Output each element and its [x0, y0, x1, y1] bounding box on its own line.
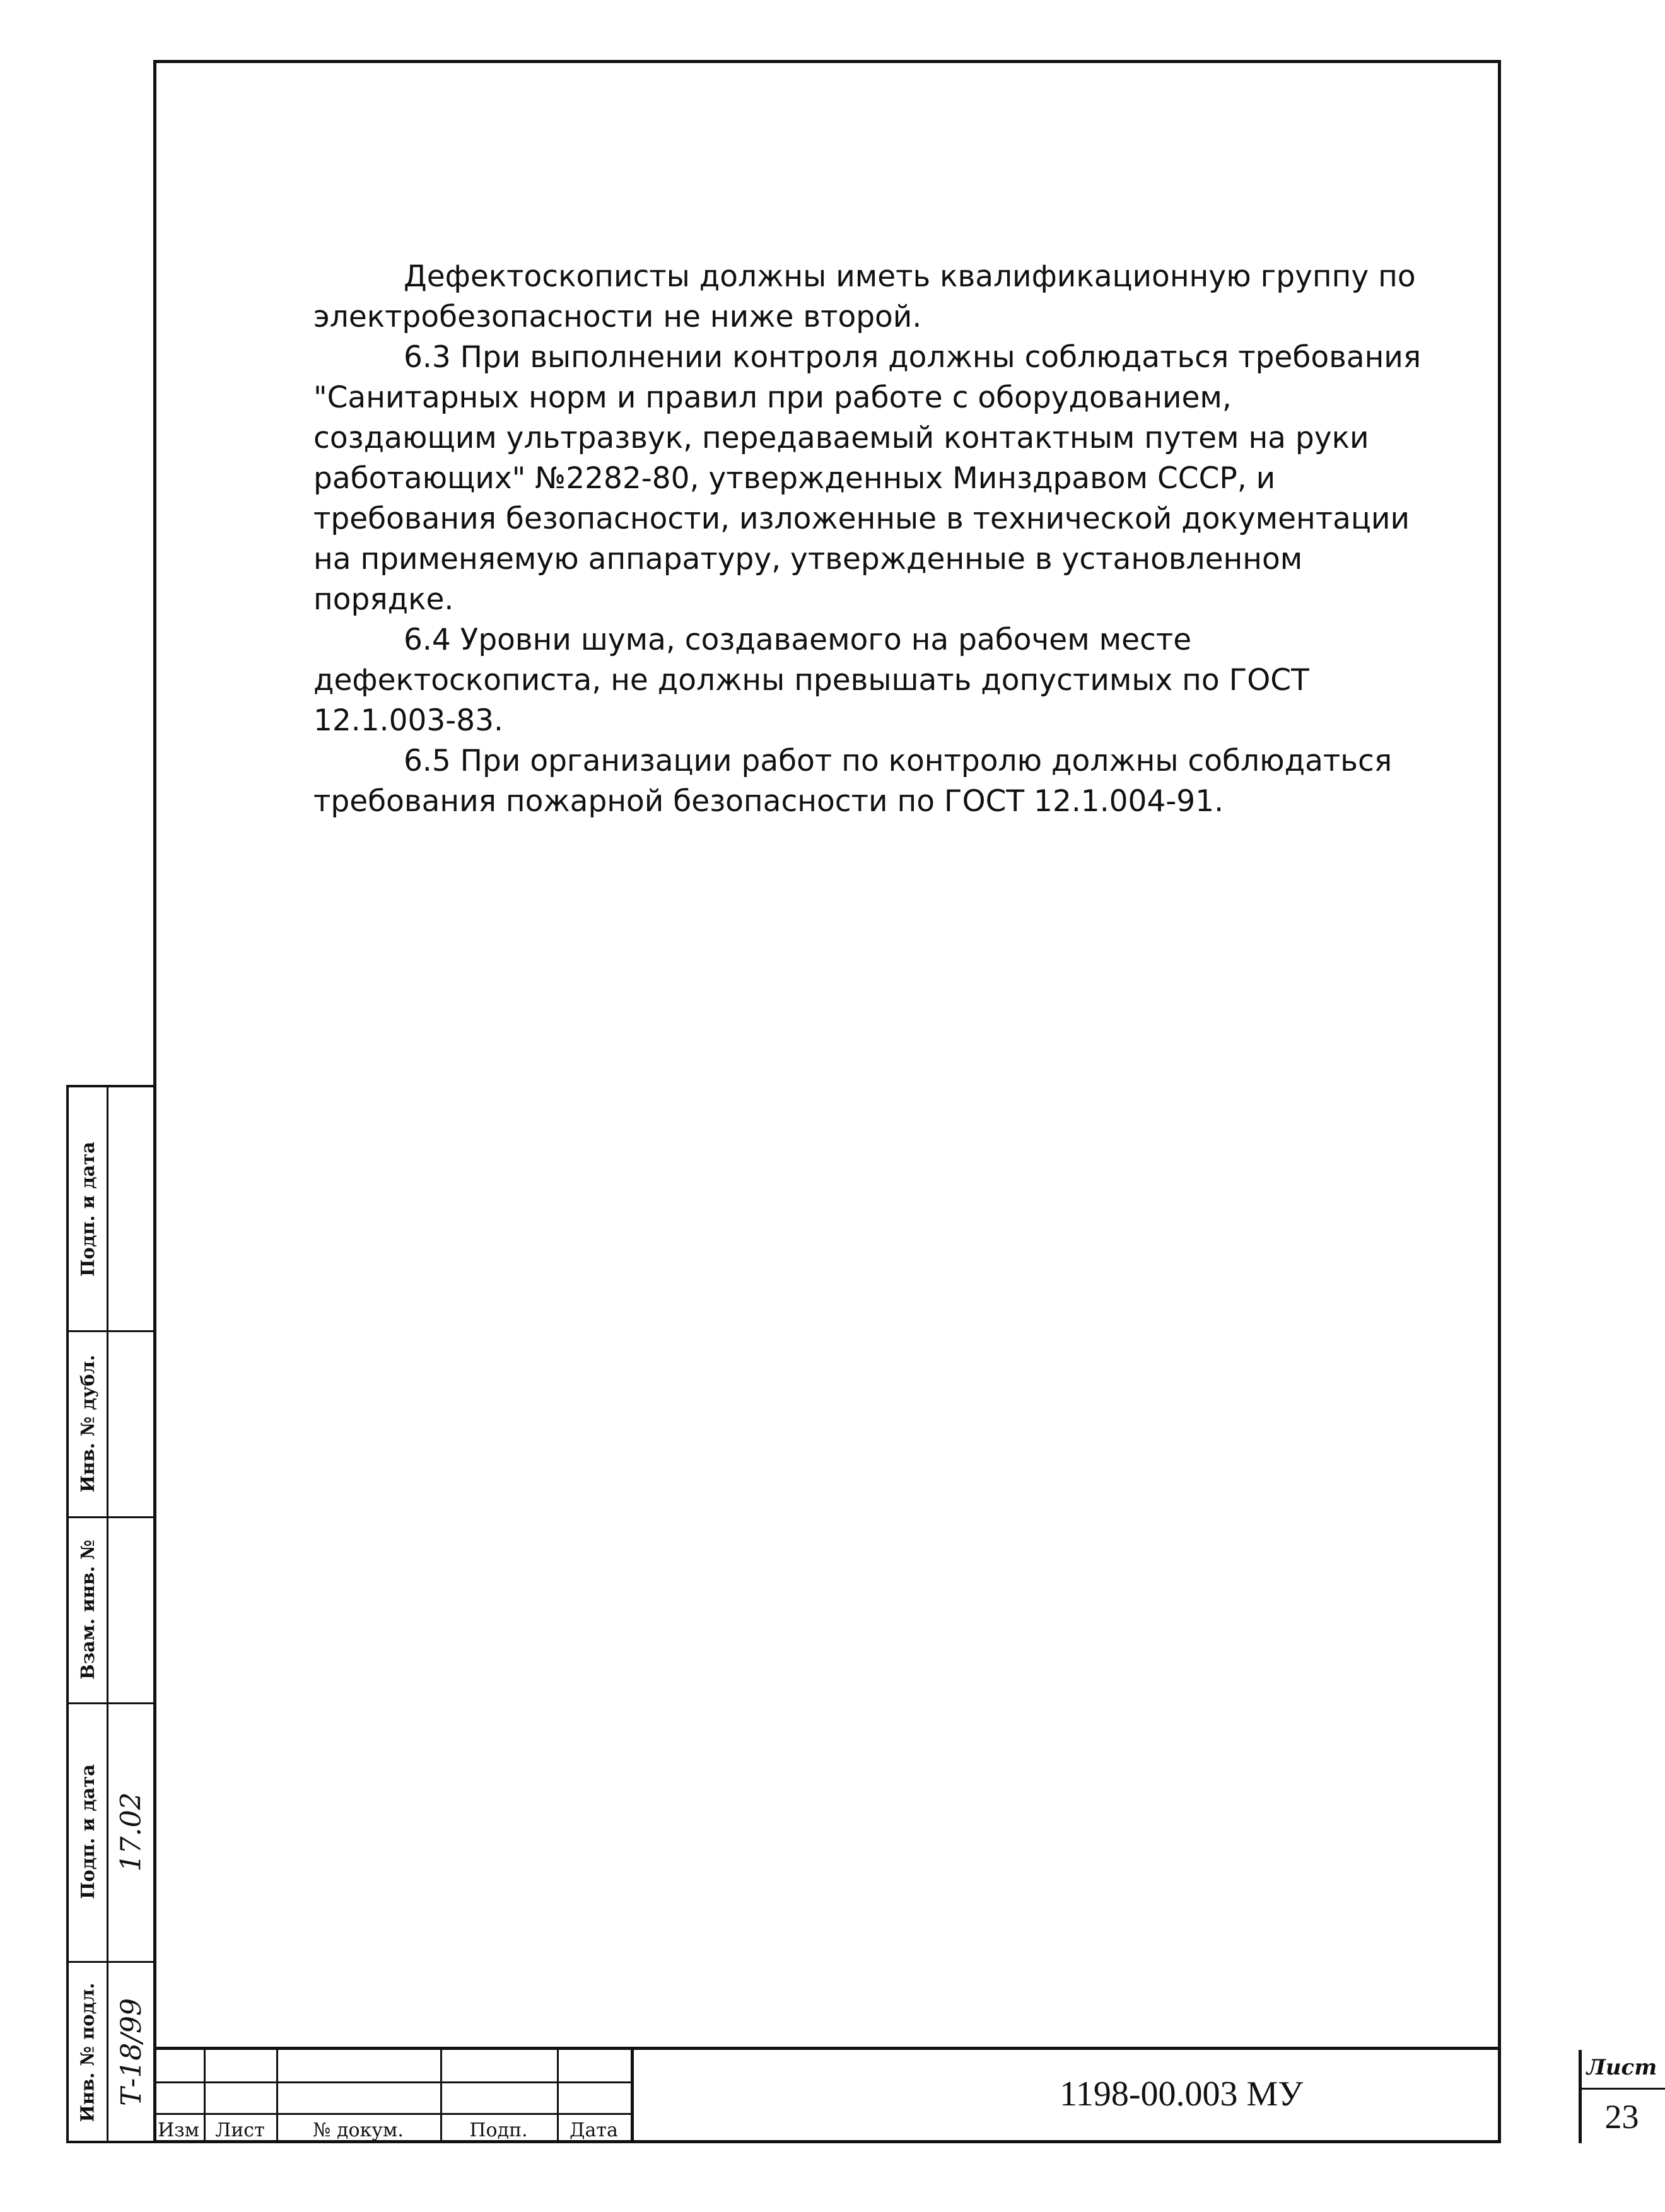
header-doc-no: № докум. [313, 2119, 404, 2141]
handwritten-sign-date: 17.02 [115, 1792, 148, 1871]
label-repl-inv-no: Взам. инв. № [77, 1539, 99, 1680]
paragraph-6-3: 6.3 При выполнении контроля должны соблюдаться требования "Санитарных норм и правил при работе с оборудованием, создающим ультразвук, передаваемый контактным путем на руки работающих" №2282-80, утвержденных Минздравом СССР, и требования безопасности, изложенные в технической документации на применяемую аппаратуру, утвержденные в установленном порядке. [313, 340, 1422, 617]
label-sign-date-1: Подп. и дата [77, 1141, 98, 1277]
handwritten-inv-no: Т-18/99 [115, 1998, 148, 2107]
header-signature: Подп. [469, 2119, 528, 2141]
label-orig-inv-no: Инв. № подл. [77, 1982, 98, 2122]
header-sheet: Лист [215, 2119, 265, 2141]
header-change: Изм [158, 2119, 199, 2141]
document-body [313, 257, 1423, 822]
margin-strip [66, 1085, 153, 2143]
paragraph-6-5: 6.5 При организации работ по контролю должны соблюдаться требования пожарной безопасности по ГОСТ 12.1.004-91. [313, 744, 1393, 819]
document-code: 1198-00.003 МУ [1059, 2074, 1303, 2114]
label-sign-date-2: Подп. и дата [77, 1764, 98, 1899]
title-block [153, 2047, 1657, 2143]
paragraph-6-4: 6.4 Уровни шума, создаваемого на рабочем месте дефектоскописта, не должны превышать допустимых по ГОСТ 12.1.003-83. [313, 623, 1309, 738]
sheet-label: Лист [1586, 2055, 1657, 2080]
sheet-number: 23 [1604, 2098, 1639, 2136]
header-date: Дата [570, 2119, 618, 2141]
paragraph-qualification: Дефектоскописты должны иметь квалификационную группу по электробезопасности не ниже второй. [313, 259, 1416, 334]
label-dup-inv-no: Инв. № дубл. [77, 1354, 98, 1492]
